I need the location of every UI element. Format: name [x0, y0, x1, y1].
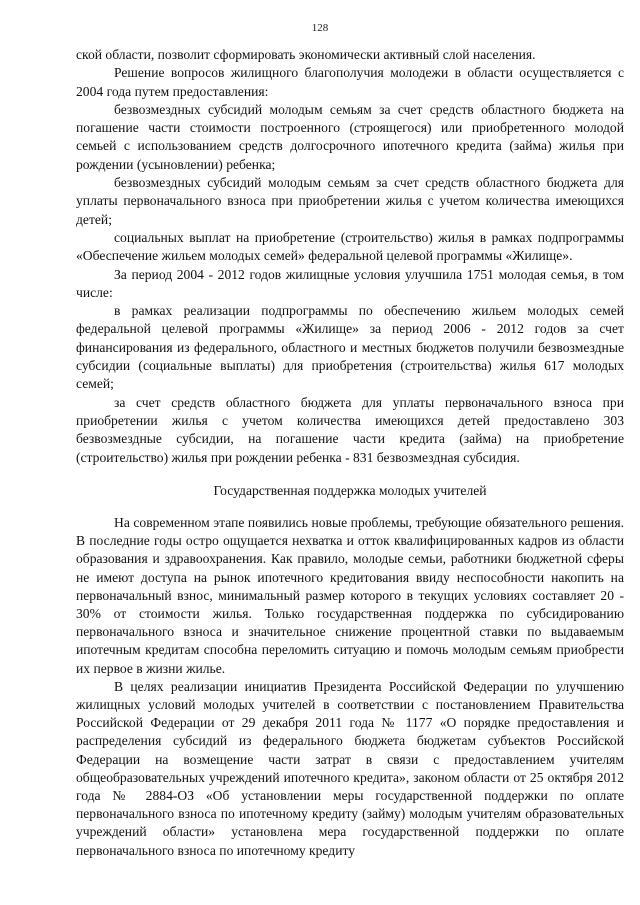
page-number: 128 — [311, 22, 329, 34]
paragraph: безвозмездных субсидий молодым семьям за счет средств областного бюджета для уплаты первоначального взноса при приобретении жилья с учетом количества имеющихся детей; — [76, 175, 624, 227]
paragraph: за счет средств областного бюджета для уплаты первоначального взноса при приобретении жилья с учетом количества имеющихся детей предоставлено 303 безвозмездные субсидии, на погашение части кредита (займа) на приобретение (строительство) жилья при рождении ребенка - 831 безвозмездная субсидия. — [76, 394, 624, 465]
paragraph: безвозмездных субсидий молодым семьям за счет средств областного бюджета на погашение части стоимости построенного (строящегося) или приобретенного молодой семьей с использованием средств долгосрочного ипотечного кредита (займа) жилья при рождении (усыновлении) ребенка; — [76, 101, 624, 172]
paragraph: В целях реализации инициатив Президента Российской Федерации по улучшению жилищных условий молодых учителей в соответствии с постановлением Правительства Российской Федерации от 29 декабря 2011 года № 1177 «О порядке предоставления и распределения субсидий из федерального бюджета бюджетам субъектов Российской Федерации на возмещение части затрат в связи с предоставлением учителям общеобразовательных учреждений ипотечного кредита», законом области от 25 октября 2012 года № 2884-ОЗ «Об установлении меры государственной поддержки по оплате первоначального взноса по ипотечному кредиту (займу) молодым учителям образовательных учреждений области» установлена мера государственной поддержки по оплате первоначального взноса по ипотечному кредиту — [76, 678, 624, 858]
paragraph: социальных выплат на приобретение (строительство) жилья в рамках подпрограммы «Обеспечение жильем молодых семей» федеральной целевой программы «Жилище». — [76, 229, 624, 264]
paragraph: ской области, позволит сформировать экономически активный слой населения. — [76, 47, 536, 62]
body-text-top — [76, 46, 624, 467]
paragraph: За период 2004 - 2012 годов жилищные условия улучшила 1751 молодая семья, в том числе: — [76, 266, 624, 300]
section-heading: Государственная поддержка молодых учителей — [213, 483, 487, 498]
paragraph: Решение вопросов жилищного благополучия молодежи в области осуществляется с 2004 года путем предоставления: — [76, 65, 624, 99]
body-text-bottom — [76, 514, 624, 860]
paragraph: На современном этапе появились новые проблемы, требующие обязательного решения. В последние годы остро ощущается нехватка и отток квалифицированных кадров из области образования и здравоохранения. Как правило, молодые семьи, работники бюджетной сферы не имеют доступа на рынок ипотечного кредитования ввиду неспособности накопить на первоначальный взнос, минимальный размер которого в текущих условиях составляет 20 - 30% от стоимости жилья. Только государственная поддержка по субсидированию первоначального взноса и значительное снижение процентной ставки по выдаваемым ипотечным кредитам способна переломить ситуацию и помочь молодым семьям приобрести их первое в жизни жилье. — [76, 515, 624, 676]
paragraph: в рамках реализации подпрограммы по обеспечению жильем молодых семей федеральной целевой программы «Жилище» за период 2006 - 2012 годов за счет финансирования из федерального, областного и местных бюджетов получили безвозмездные субсидии (социальные выплаты) для приобретения (строительства) жилья 617 молодых семей; — [76, 303, 624, 392]
